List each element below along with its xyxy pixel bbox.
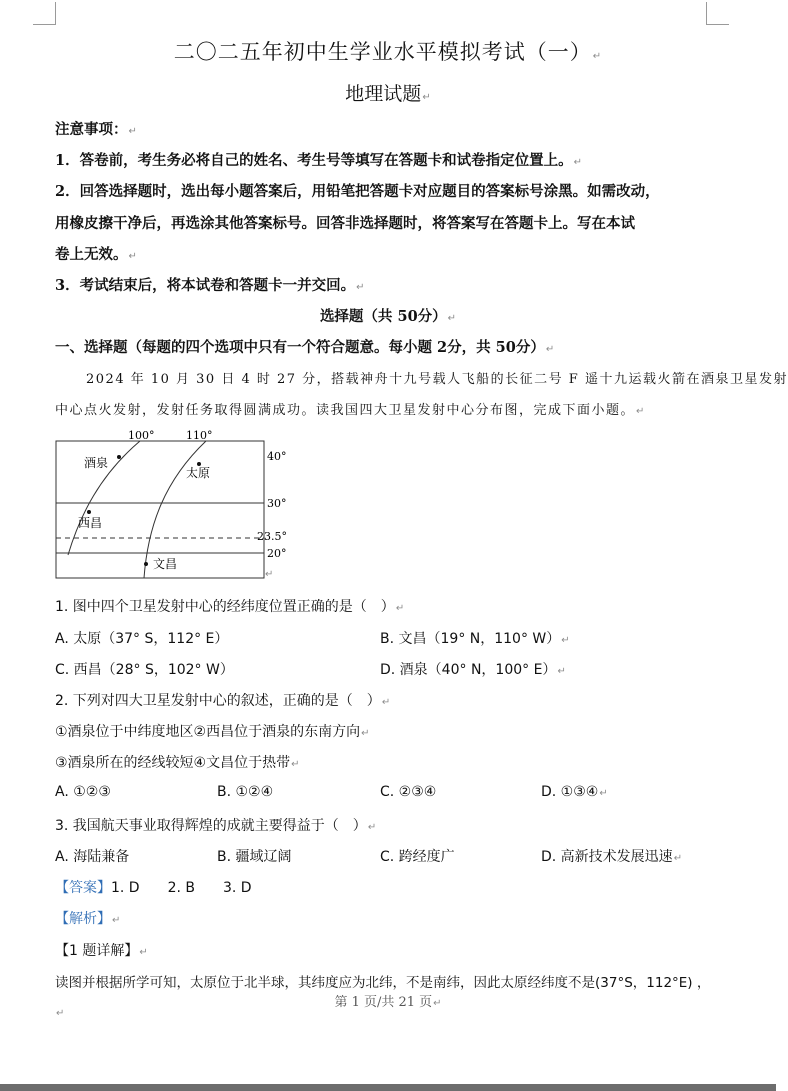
jiuquan-label: 酒泉 [84,456,109,470]
notice-item-2-line-1: 2．回答选择题时，选出每小题答案后，用铅笔把答题卡对应题目的答案标号涂黑。如需改动， [55,183,660,200]
launch-center-map [40,425,287,585]
analysis-label: 【解析】 [55,911,111,927]
analysis-line: 【解析】↵ [55,911,121,927]
q3-option-d: D. 高新技术发展迅速↵ [541,849,683,865]
q1-option-d: D. 酒泉（40° N，100° E）↵ [380,662,566,678]
notice-heading: 注意事项：↵ [55,121,137,138]
lat-label-40: 40° [267,450,287,463]
q2-option-d: D. ①③④↵ [541,784,608,800]
exam-subtitle: 地理试题↵ [345,83,431,105]
q2-statement-1: ①酒泉位于中纬度地区②西昌位于酒泉的东南方向↵ [55,724,370,740]
q3-option-b: B. 疆域辽阔 [217,849,292,865]
q1-option-c: C. 西昌（28° S，102° W） [55,662,234,678]
section-title: 选择题（共 50分）↵ [319,308,457,325]
bottom-scroll-bar[interactable] [0,1084,776,1091]
q2-statement-2: ③酒泉所在的经线较短④文昌位于热带↵ [55,755,300,771]
q2-option-a: A. ①②③ [55,784,111,800]
part-heading: 一、选择题（每题的四个选项中只有一个符合题意。每小题 2分，共 50分）↵ [55,339,555,356]
map-paragraph-mark: ↵ [265,569,274,580]
wenchang-point [144,562,148,566]
notice-item-2-line-2: 用橡皮擦干净后，再选涂其他答案标号。回答非选择题时，将答案写在答题卡上。写在本试 [55,215,635,232]
lat-label-20: 20° [267,547,287,560]
lon-label-110: 110° [186,429,213,442]
crop-mark-top-right [706,2,729,25]
q3-stem: 3. 我国航天事业取得辉煌的成就主要得益于（ ）↵ [55,818,377,834]
taiyuan-label: 太原 [186,466,211,480]
notice-item-3: 3．考试结束后，将本试卷和答题卡一并交回。↵ [55,277,365,294]
wenchang-label: 文昌 [153,557,178,571]
q3-option-c: C. 跨经度广 [380,849,455,865]
q1-option-b: B. 文昌（19° N，110° W）↵ [380,631,570,647]
q3-option-a: A. 海陆兼备 [55,849,130,865]
xichang-label: 西昌 [78,516,103,530]
lat-label-30: 30° [267,497,287,510]
answer-line [55,877,252,897]
q1-option-a: A. 太原（37° S，112° E） [55,631,229,647]
xichang-point [87,510,91,514]
page-footer: 第 1 页/共 21 页↵ [334,995,442,1010]
trailing-paragraph-mark: ↵ [56,1008,65,1019]
notice-item-2-line-3: 卷上无效。↵ [55,246,137,263]
jiuquan-point [117,455,121,459]
q2-stem: 2. 下列对四大卫星发射中心的叙述，正确的是（ ）↵ [55,693,391,709]
detail-heading: 【1 题详解】↵ [55,943,148,959]
passage-line-1: 2024 年 10 月 30 日 4 时 27 分，搭载神舟十九号载人飞船的长征二号 F 遥十九运载火箭在酒泉卫星发射 [86,372,788,387]
q2-option-c: C. ②③④ [380,784,437,800]
answer-text: 1. D 2. B 3. D [111,880,252,896]
passage-line-2: 中心点火发射，发射任务取得圆满成功。读我国四大卫星发射中心分布图，完成下面小题。↵ [55,403,646,418]
exam-title: 二〇二五年初中生学业水平模拟考试（一）↵ [173,40,603,64]
answer-label: 【答案】 [55,880,111,896]
lat-label-23-5: 23.5° [257,530,287,543]
lon-label-100: 100° [128,429,155,442]
detail-text: 读图并根据所学可知，太原位于北半球，其纬度应为北纬，不是南纬，因此太原经纬度不是(37°S，112°E) ， [55,975,711,991]
q1-stem: 1. 图中四个卫星发射中心的经纬度位置正确的是（ ）↵ [55,599,405,615]
crop-mark-top-left [33,2,56,25]
q2-option-b: B. ①②④ [217,784,274,800]
notice-item-1: 1．答卷前，考生务必将自己的姓名、考生号等填写在答题卡和试卷指定位置上。↵ [55,152,582,169]
